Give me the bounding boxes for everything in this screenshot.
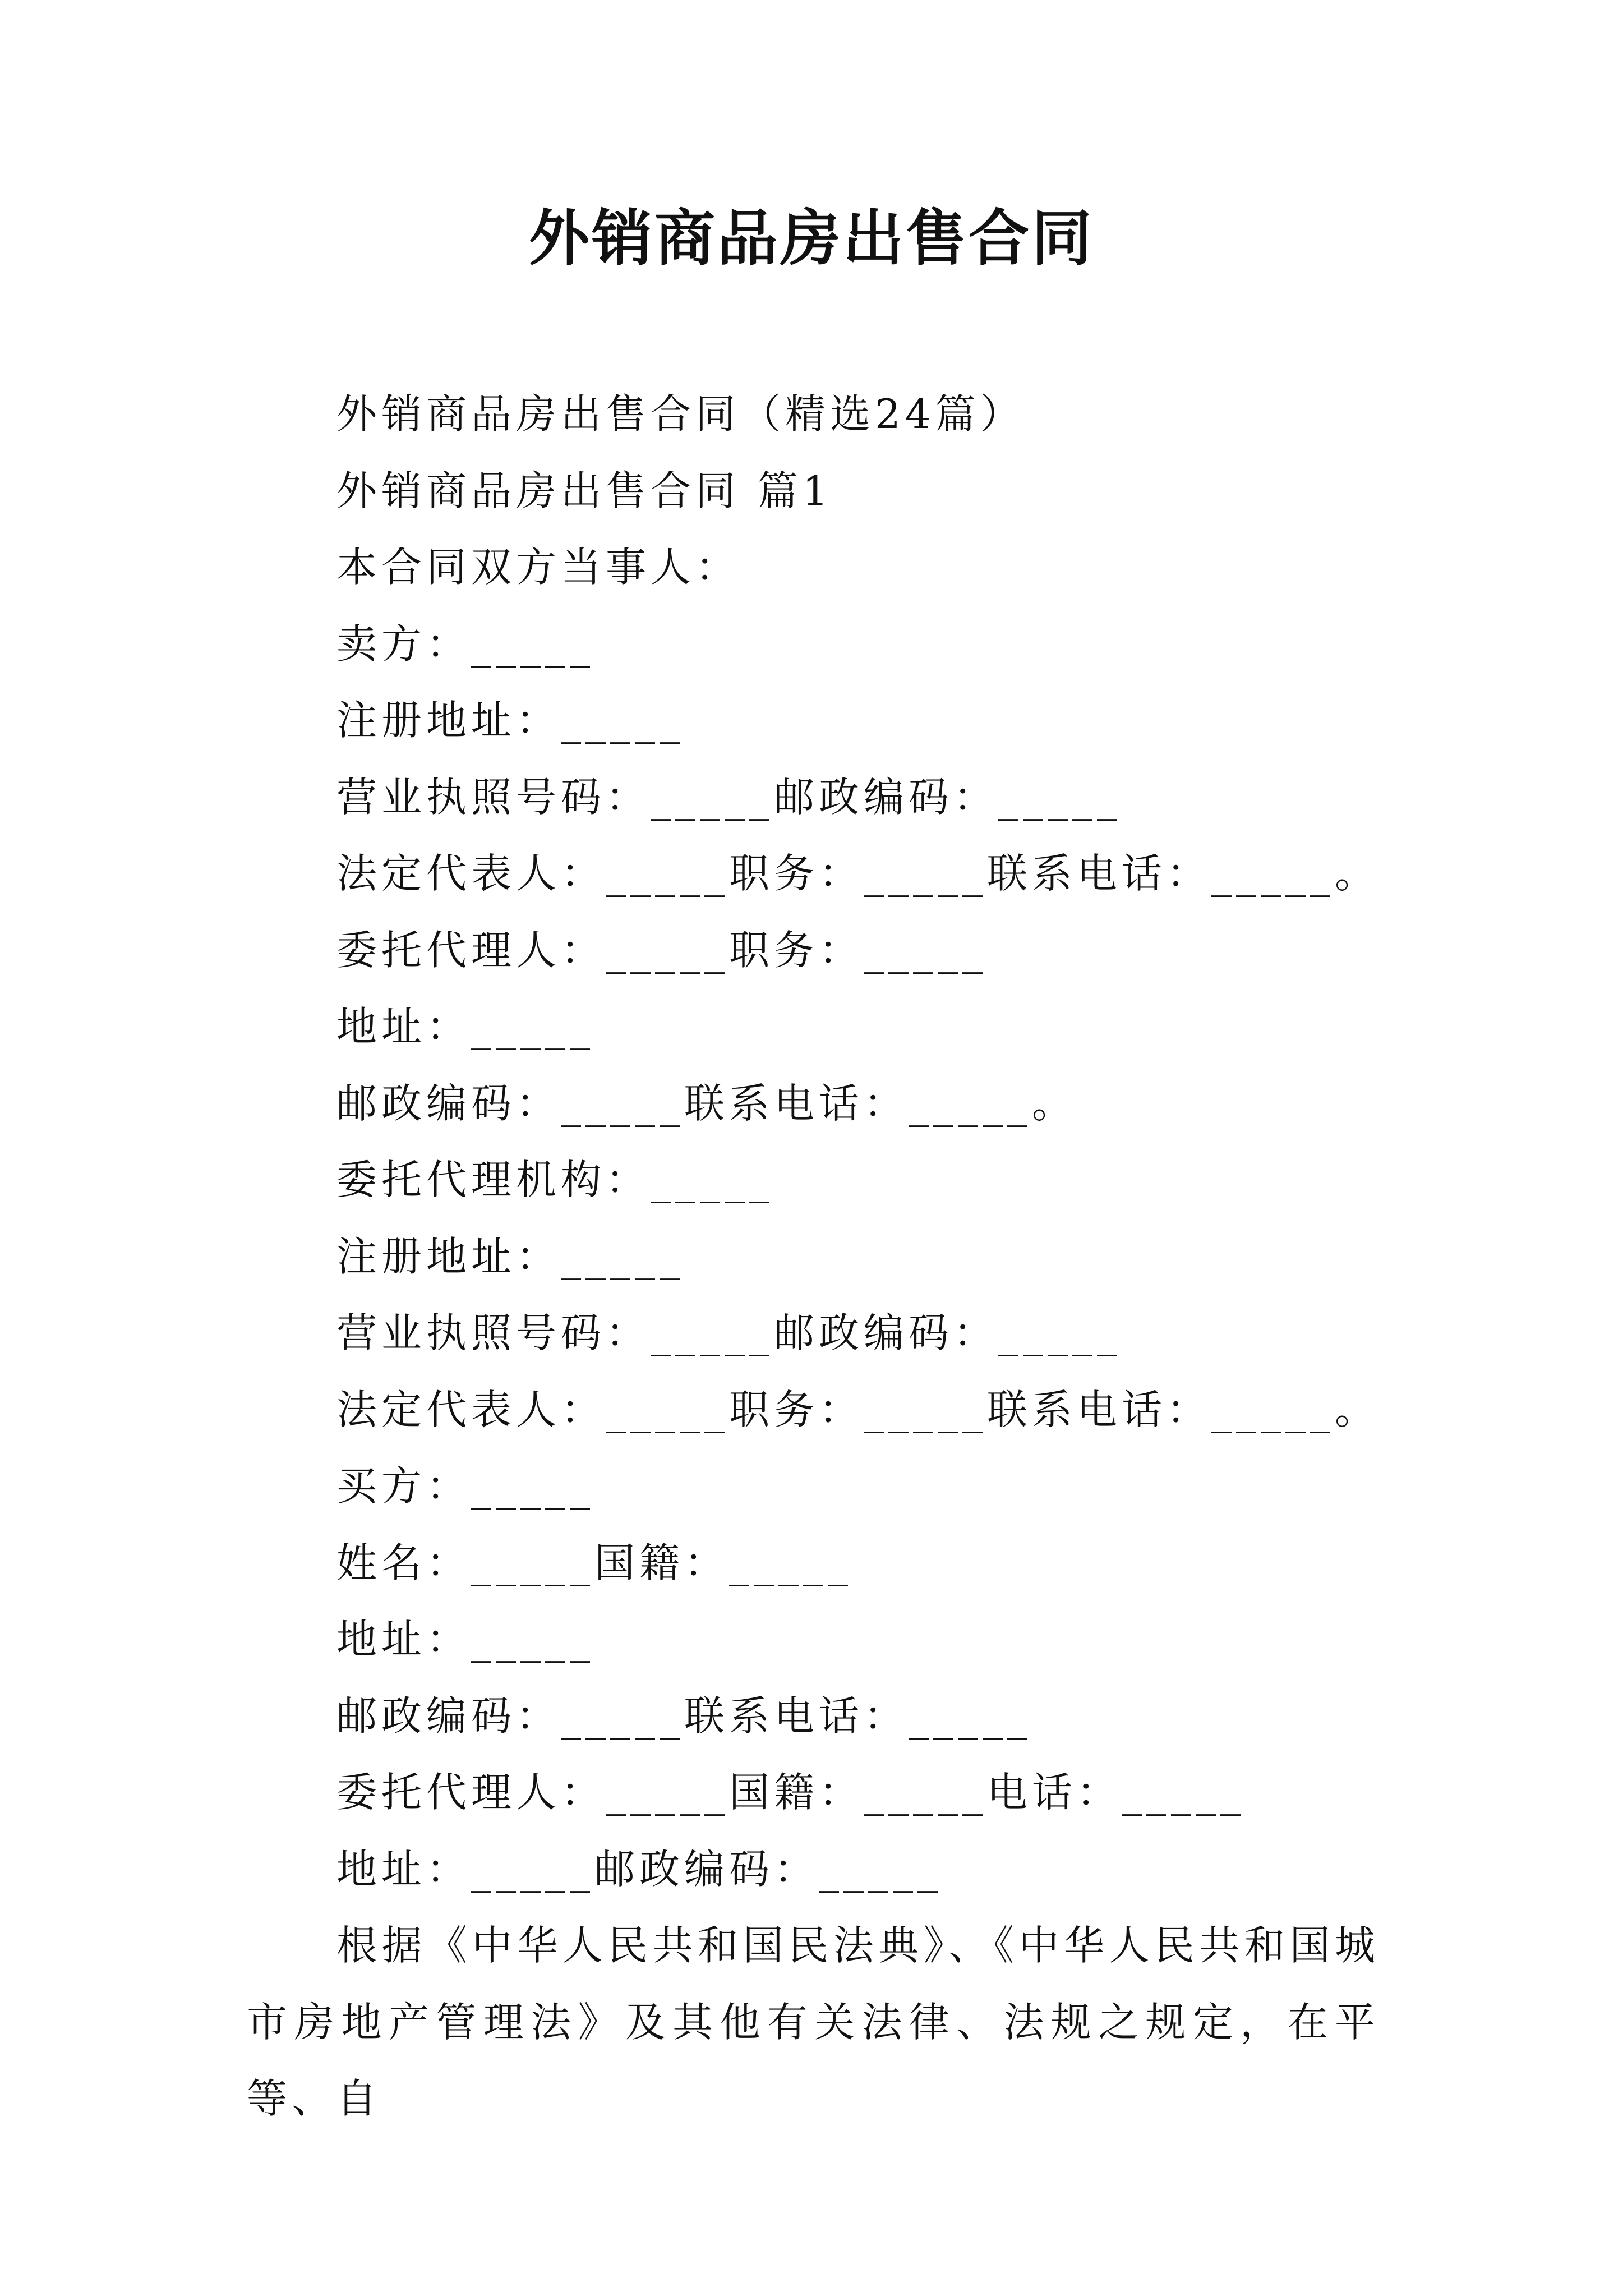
- doc-closing-paragraph: 根据《中华人民共和国民法典》、《中华人民共和国城市房地产管理法》及其他有关法律、法规之规定，在平等、自: [247, 1922, 1380, 2122]
- doc-line-license-postcode: 营业执照号码：_____邮政编码：_____: [336, 773, 1122, 821]
- doc-line-section-heading: 外销商品房出售合同 篇1: [336, 467, 833, 514]
- document-body: [247, 376, 1380, 2137]
- doc-line-parties-intro: 本合同双方当事人：: [336, 544, 741, 591]
- document-title: 外销商品房出售合同: [528, 203, 1094, 274]
- doc-line-buyer-address: 地址：_____: [336, 1616, 595, 1663]
- doc-line-buyer-agent-address: 地址：_____邮政编码：_____: [336, 1845, 943, 1893]
- doc-line-buyer-postcode-phone: 邮政编码：_____联系电话：_____: [336, 1692, 1032, 1740]
- doc-line-registered-address: 注册地址：_____: [336, 697, 685, 744]
- doc-line-buyer-name-nationality: 姓名：_____国籍：_____: [336, 1539, 853, 1586]
- doc-line-seller: 卖方：_____: [336, 620, 595, 668]
- doc-line-agent: 委托代理人：_____职务：_____: [336, 926, 988, 974]
- doc-line-agency: 委托代理机构：_____: [336, 1156, 774, 1203]
- doc-line-buyer: 买方：_____: [336, 1462, 595, 1510]
- doc-line-agency-license-postcode: 营业执照号码：_____邮政编码：_____: [336, 1309, 1122, 1356]
- doc-line-address: 地址：_____: [336, 1003, 595, 1050]
- doc-line-postcode-phone: 邮政编码：_____联系电话：_____。: [336, 1079, 1077, 1127]
- doc-line-agency-address: 注册地址：_____: [336, 1232, 685, 1280]
- doc-line-agency-legal-rep: 法定代表人：_____职务：_____联系电话：_____。: [336, 1386, 1380, 1433]
- doc-line-subtitle: 外销商品房出售合同（精选24篇）: [336, 390, 1025, 438]
- doc-line-legal-rep: 法定代表人：_____职务：_____联系电话：_____。: [336, 850, 1380, 897]
- doc-line-buyer-agent: 委托代理人：_____国籍：_____电话：_____: [336, 1769, 1246, 1816]
